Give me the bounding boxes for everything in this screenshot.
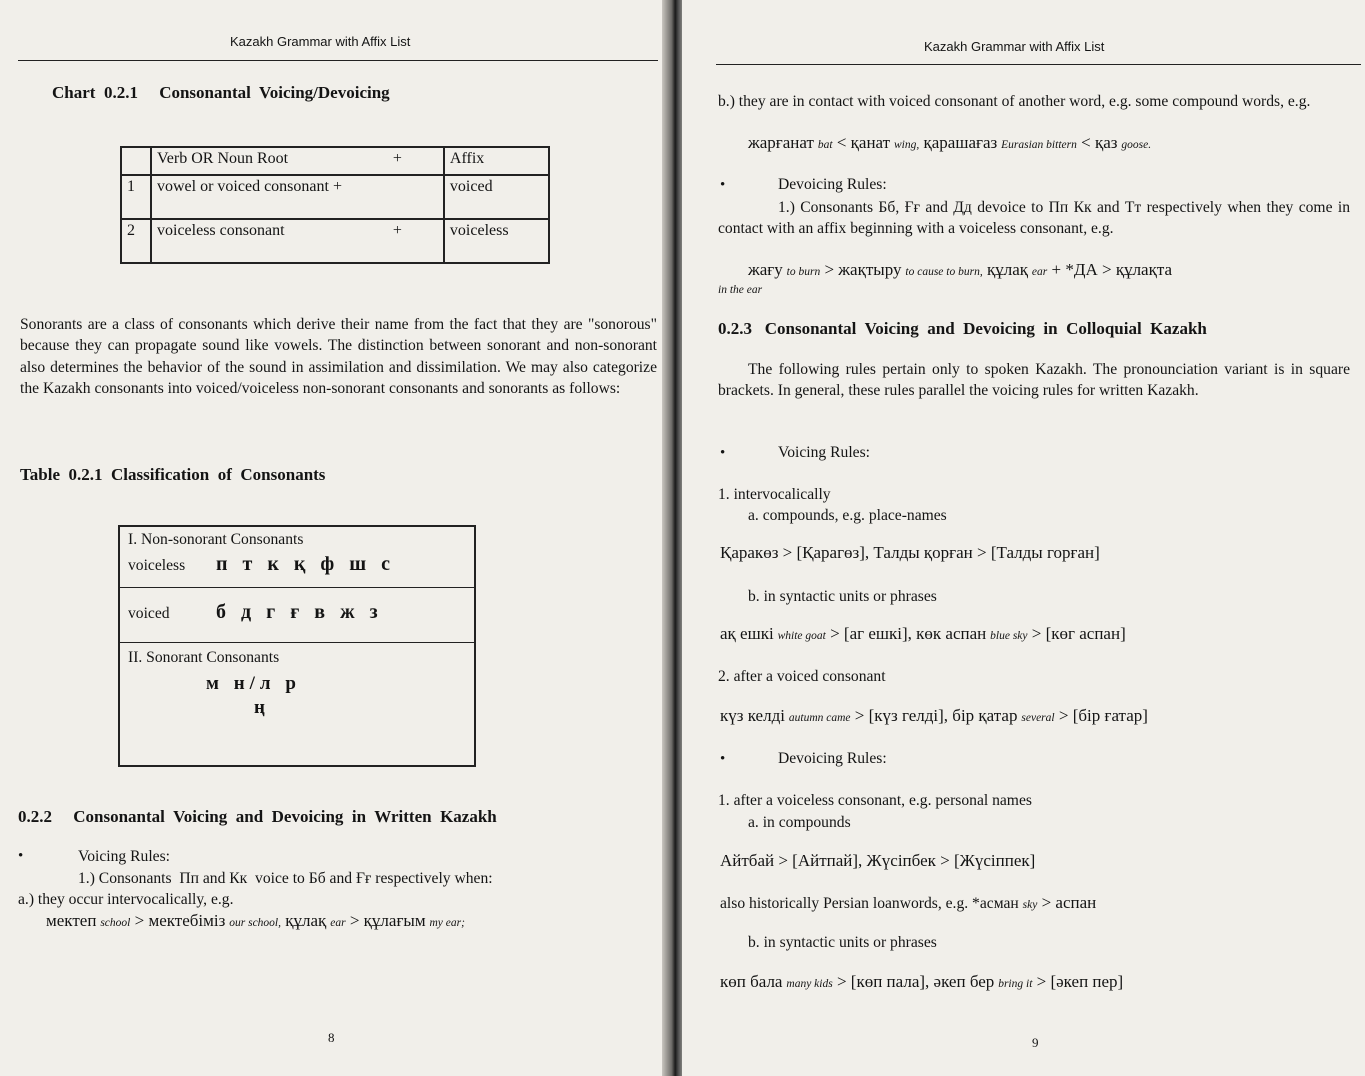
kazakh-word: > [көп пала], әкеп бер xyxy=(832,972,995,991)
bullet: • xyxy=(720,751,726,767)
gloss: autumn came xyxy=(788,712,851,724)
item-1a: a. compounds, e.g. place-names xyxy=(748,507,947,524)
examples-a xyxy=(46,911,465,931)
right-page xyxy=(682,0,1365,1076)
kazakh-word: > [аг ешкі], көк аспан xyxy=(825,624,987,643)
header-root-text: Verb OR Noun Root xyxy=(157,150,289,167)
kazakh-word: құлақ xyxy=(281,911,327,930)
voicing-rule-1: 1.) Consonants Пп and Кк voice to Бб and Ғғ respectively when: xyxy=(78,870,493,887)
kazakh-word: жарғанат xyxy=(748,133,814,152)
voicing-chart-table xyxy=(120,146,550,264)
gloss: to burn xyxy=(786,266,821,278)
gloss: white goat xyxy=(777,630,826,642)
gloss: our school, xyxy=(229,917,281,929)
kazakh-word: < қаз xyxy=(1076,133,1118,152)
divider xyxy=(120,587,474,588)
header-plus: + xyxy=(392,150,402,167)
bullet: • xyxy=(720,177,726,193)
example-dev-1b xyxy=(720,972,1123,992)
gloss: bat xyxy=(817,139,833,151)
kazakh-word: > [бір ғатар] xyxy=(1054,706,1148,725)
item-1: 1. intervocalically xyxy=(718,486,831,503)
kazakh-word: жағу xyxy=(748,260,783,279)
left-page xyxy=(0,0,668,1076)
row-root: vowel or voiced consonant + xyxy=(151,175,444,219)
section-0-2-3-heading: 0.2.3 Consonantal Voicing and Devoicing in Colloquial Kazakh xyxy=(718,319,1207,338)
header-rule xyxy=(716,64,1361,65)
examples-devoicing xyxy=(748,260,1172,280)
also-historically-line xyxy=(720,893,1096,913)
gloss: blue sky xyxy=(990,630,1028,642)
item-1b: b. in syntactic units or phrases xyxy=(748,588,937,605)
gloss: wing, xyxy=(894,139,920,151)
devoicing-rules-label: Devoicing Rules: xyxy=(778,176,887,193)
gloss: school xyxy=(100,917,131,929)
devoicing-item-1a: a. in compounds xyxy=(748,814,851,831)
devoicing-item-1b: b. in syntactic units or phrases xyxy=(748,934,937,951)
kazakh-word: күз келді xyxy=(720,706,785,725)
kazakh-word: ақ ешкі xyxy=(720,624,774,643)
voicing-rules-label: Voicing Rules: xyxy=(778,444,870,461)
kazakh-word: мектеп xyxy=(46,911,97,930)
voiceless-label: voiceless xyxy=(128,557,186,574)
row-root-text: voiceless consonant xyxy=(157,222,285,239)
kazakh-word: > жақтыру xyxy=(820,260,902,279)
gloss: several xyxy=(1021,712,1055,724)
gloss: to cause to burn, xyxy=(905,266,983,278)
kazakh-word: > [күз гелді], бір қатар xyxy=(850,706,1018,725)
rule-b: b.) they are in contact with voiced consonant of another word, e.g. some compound words, e.g. xyxy=(718,93,1311,110)
gloss: bring it xyxy=(998,978,1033,990)
gloss: goose. xyxy=(1121,139,1152,151)
chart-title: Chart 0.2.1 Consonantal Voicing/Devoicing xyxy=(52,83,390,102)
page-number: 8 xyxy=(328,1030,335,1045)
example-1b xyxy=(720,624,1126,644)
bullet: • xyxy=(18,848,24,864)
devoicing-item-1: 1. after a voiceless consonant, e.g. personal names xyxy=(718,792,1032,809)
kazakh-word: қарашағаз xyxy=(919,133,998,152)
row-number: 1 xyxy=(121,175,151,219)
voicing-rules-label: Voicing Rules: xyxy=(78,848,170,865)
table-cell-empty xyxy=(121,147,151,175)
sonorant-letters: м н/л р xyxy=(206,673,301,694)
header-rule xyxy=(18,60,658,61)
row-number: 2 xyxy=(121,219,151,263)
example-dev-1a: Айтбай > [Айтпай], Жүсіпбек > [Жүсіппек] xyxy=(720,851,1036,870)
kazakh-word: > [әкеп пер] xyxy=(1032,972,1124,991)
devoicing-rule-1: 1.) Consonants Бб, Ғғ and Дд devoice to Пп Кк and Тт respectively when they come in contact with an affix beginning with a voiceless consonant, e.g. xyxy=(718,199,1350,238)
example-2 xyxy=(720,706,1148,726)
kazakh-word: > аспан xyxy=(1037,893,1097,912)
colloquial-paragraph: The following rules pertain only to spoken Kazakh. The pronounciation variant is in square brackets. In general, these rules parallel the voicing rules for written Kazakh. xyxy=(718,361,1350,400)
page-number: 9 xyxy=(1032,1035,1039,1050)
gloss-continuation: in the ear xyxy=(718,284,763,296)
divider xyxy=(120,642,474,643)
examples-b xyxy=(748,133,1151,153)
gloss: my ear; xyxy=(429,917,465,929)
devoicing-rules-label-2: Devoicing Rules: xyxy=(778,750,887,767)
row-plus: + xyxy=(392,222,402,239)
example-1a: Қаракөз > [Қарагөз], Талды қорған > [Талды горған] xyxy=(720,543,1100,562)
voiced-letters: б д г ғ в ж з xyxy=(216,601,383,623)
rule-a: a.) they occur intervocalically, e.g. xyxy=(18,891,234,908)
kazakh-word: < қанат xyxy=(832,133,891,152)
gloss: Eurasian bittern xyxy=(1001,139,1077,151)
non-sonorant-title: I. Non-sonorant Consonants xyxy=(128,531,304,548)
sonorants-paragraph: Sonorants are a class of consonants which derive their name from the fact that they are "sonorous" because they can propagate sound like vowels. The distinction between sonorant and non-sonorant also determines the behavior of the sound in assimilation and dissimilation. We may also categorize the Kazakh consonants into voiced/voiceless non-sonorant consonants and sonorants as follows: xyxy=(20,316,657,397)
bullet: • xyxy=(720,445,726,461)
kazakh-word: + *ДА > құлақта xyxy=(1047,260,1173,279)
page-header: Kazakh Grammar with Affix List xyxy=(924,39,1105,54)
item-2: 2. after a voiced consonant xyxy=(718,668,886,685)
section-0-2-2-heading: 0.2.2 Consonantal Voicing and Devoicing in Written Kazakh xyxy=(18,807,497,826)
kazakh-word: > мектебіміз xyxy=(130,911,226,930)
sonorant-letters-2: ң xyxy=(254,697,270,718)
table-header-affix: Affix xyxy=(444,147,549,175)
kazakh-word: > [көг аспан] xyxy=(1027,624,1126,643)
row-affix: voiced xyxy=(444,175,549,219)
gloss: sky xyxy=(1022,899,1038,911)
gloss: ear xyxy=(1031,266,1048,278)
gloss: many kids xyxy=(786,978,833,990)
voiced-label: voiced xyxy=(128,605,170,622)
also-text: also historically Persian loanwords, e.g. *асман xyxy=(720,895,1019,912)
table-title: Table 0.2.1 Classification of Consonants xyxy=(20,465,326,484)
row-root xyxy=(151,219,444,263)
gloss: ear xyxy=(330,917,346,929)
kazakh-word: құлақ xyxy=(982,260,1029,279)
kazakh-word: көп бала xyxy=(720,972,783,991)
row-affix: voiceless xyxy=(444,219,549,263)
sonorant-title: II. Sonorant Consonants xyxy=(128,649,280,666)
page-header: Kazakh Grammar with Affix List xyxy=(230,34,411,49)
classification-box xyxy=(118,525,476,767)
kazakh-word: > құлағым xyxy=(345,911,426,930)
table-header-root xyxy=(151,147,444,175)
voiceless-letters: п т к қ ф ш с xyxy=(216,553,395,575)
